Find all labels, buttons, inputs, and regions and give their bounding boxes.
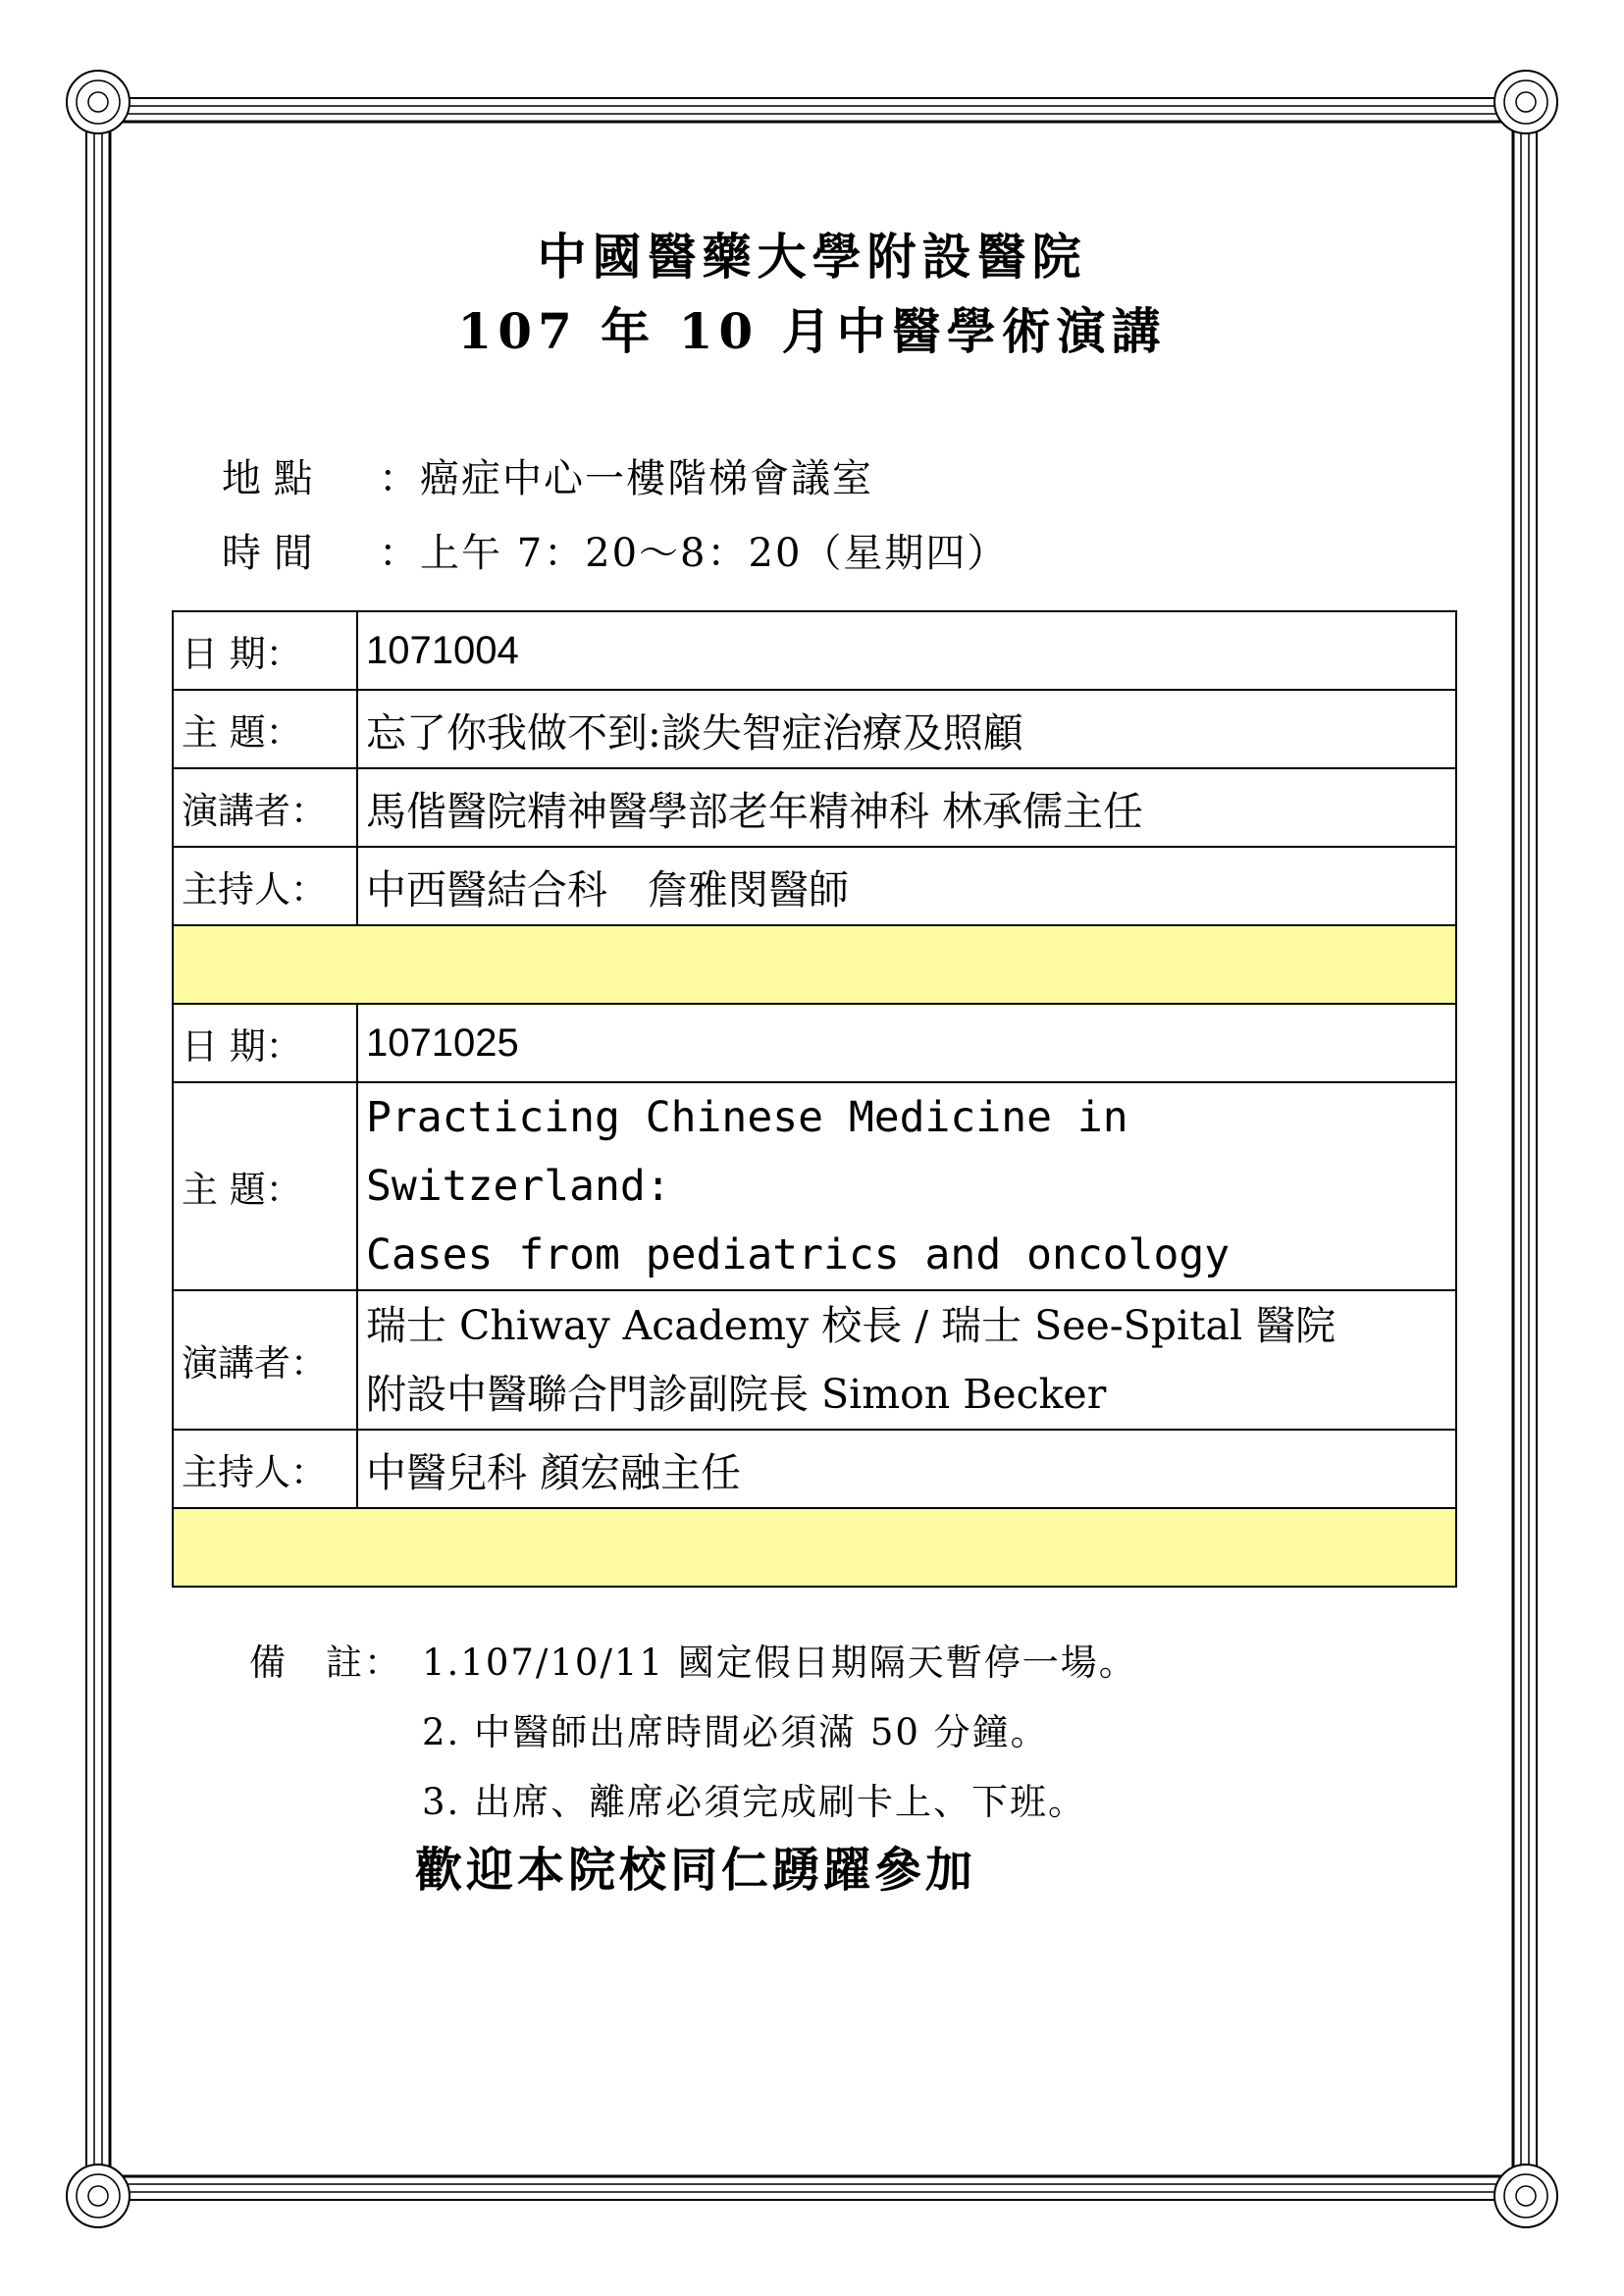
page-subtitle: 107 年 10 月中醫學術演講: [457, 302, 1167, 360]
corner-ornament-bottom-right: [1494, 2165, 1557, 2227]
time-value: ：上午 7：20～8：20（星期四）: [379, 531, 1009, 576]
date-value: 1071004: [357, 611, 1456, 690]
topic-value: [357, 1082, 1456, 1290]
venue-line: [222, 447, 873, 503]
date-label: 日 期：: [173, 1004, 357, 1082]
topic-line: Practicing Chinese Medicine in Switzerland:: [366, 1093, 1128, 1211]
corner-ornament-top-left: [67, 71, 130, 133]
speaker-line: 瑞士 Chiway Academy 校長 / 瑞士 See-Spital 醫院: [366, 1302, 1336, 1349]
table-row: [173, 847, 1456, 925]
date-value: 1071025: [357, 1004, 1456, 1082]
time-line: [222, 522, 1008, 578]
speaker-label: 演講者：: [173, 1290, 357, 1430]
table-row: [173, 1082, 1456, 1290]
table-row: [173, 1290, 1456, 1430]
speaker-value: [357, 1290, 1456, 1430]
topic-line: Cases from pediatrics and oncology: [366, 1230, 1231, 1279]
notes-label: 備 註：: [249, 1642, 402, 1684]
note-item: 1.107/10/11 國定假日期隔天暫停一場。: [422, 1642, 1137, 1684]
welcome-message: 歡迎本院校同仁踴躍參加: [415, 1843, 977, 1898]
corner-ornament-bottom-left: [67, 2165, 130, 2227]
speaker-label: 演講者：: [173, 768, 357, 847]
date-label: 日 期：: [173, 611, 357, 690]
table-row: [173, 1430, 1456, 1508]
table-row: [173, 611, 1456, 690]
host-label: 主持人：: [173, 847, 357, 925]
venue-label: 地 點: [222, 456, 313, 501]
topic-label: 主 題：: [173, 1082, 357, 1290]
highlight-separator-row: [173, 925, 1456, 1004]
note-item: 3. 出席、離席必須完成刷卡上、下班。: [422, 1781, 1087, 1823]
lecture-schedule-table: [172, 610, 1457, 1588]
speaker-value: 馬偕醫院精神醫學部老年精神科 林承儒主任: [357, 768, 1456, 847]
host-label: 主持人：: [173, 1430, 357, 1508]
table-row: [173, 768, 1456, 847]
highlight-separator-row: [173, 1508, 1456, 1587]
table-row: [173, 690, 1456, 768]
note-item: 2. 中醫師出席時間必須滿 50 分鐘。: [422, 1711, 1049, 1753]
table-row: [173, 1004, 1456, 1082]
speaker-line: 附設中醫聯合門診副院長 Simon Becker: [366, 1371, 1107, 1418]
topic-value: 忘了你我做不到:談失智症治療及照顧: [357, 690, 1456, 768]
host-value: 中醫兒科 顏宏融主任: [357, 1430, 1456, 1508]
topic-label: 主 題：: [173, 690, 357, 768]
host-value: 中西醫結合科 詹雅閔醫師: [357, 847, 1456, 925]
venue-value: ：癌症中心一樓階梯會議室: [379, 456, 873, 501]
page-title: 中國醫藥大學附設醫院: [537, 228, 1087, 286]
corner-ornament-top-right: [1494, 71, 1557, 133]
time-label: 時 間: [222, 531, 313, 576]
